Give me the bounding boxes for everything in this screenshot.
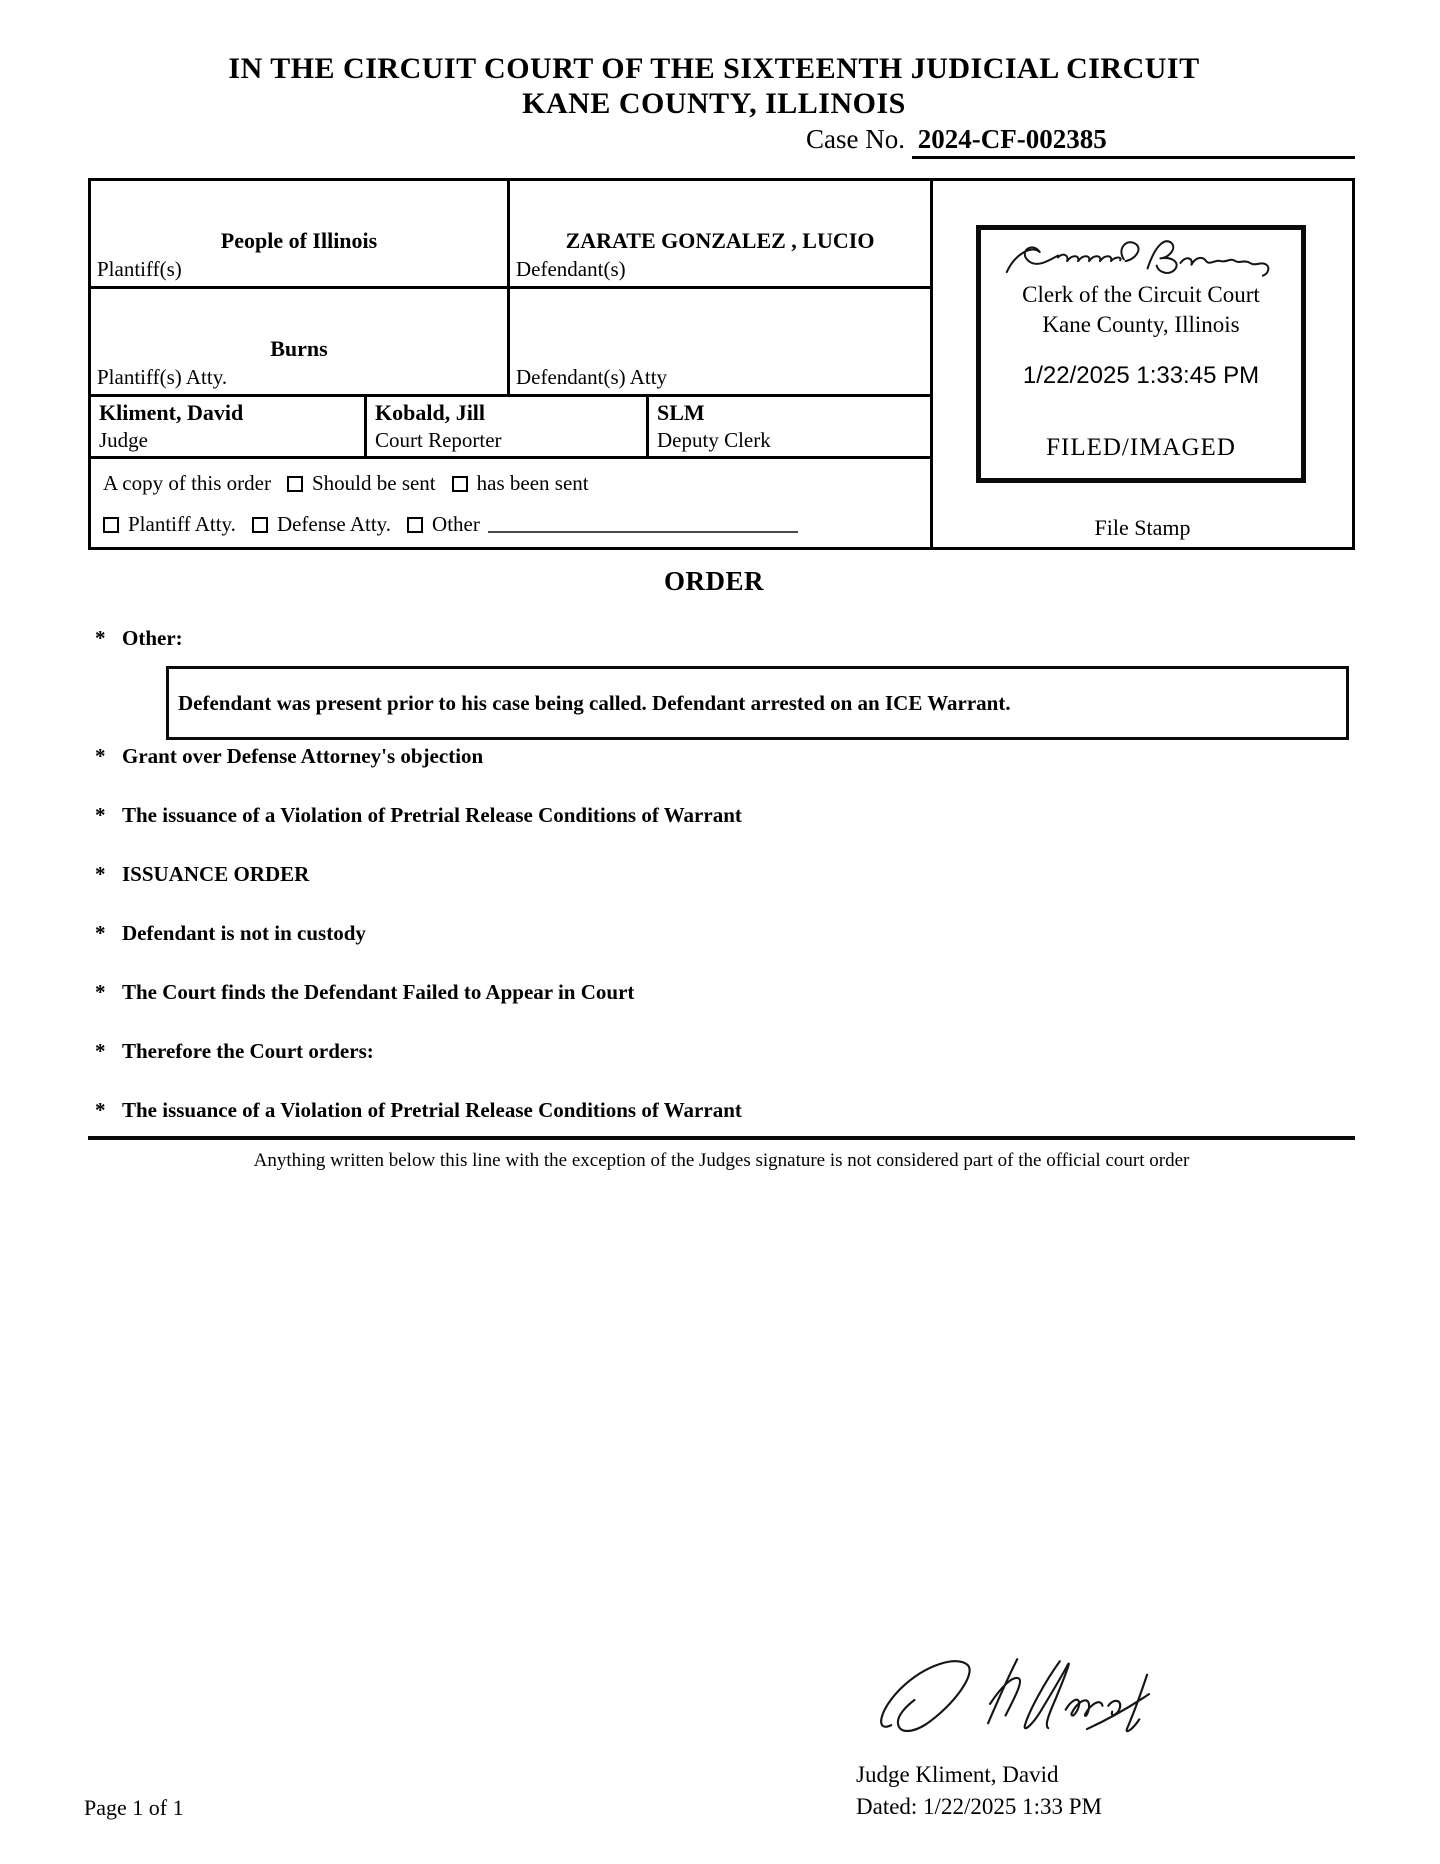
order-item-other: [95, 623, 183, 653]
defendant-cell: [510, 181, 930, 286]
copy-distribution-row: [91, 471, 930, 562]
bullet-asterisk: *: [95, 1098, 106, 1122]
party-row: [91, 181, 930, 289]
other-note-text: Defendant was present prior to his case being called. Defendant arrested on an ICE Warrant.: [178, 690, 1011, 715]
judge-name: Kliment, David: [99, 400, 244, 425]
other-note-box: [166, 666, 1349, 740]
deputy-clerk-name: SLM: [657, 400, 705, 425]
order-item: [95, 977, 634, 1007]
checkbox-should-be-sent[interactable]: [287, 476, 303, 492]
bullet-asterisk: *: [95, 626, 106, 650]
has-been-sent-label: has been sent: [476, 471, 589, 495]
order-item: [95, 800, 742, 830]
judge-label: Judge: [99, 428, 148, 452]
personnel-row: [91, 397, 930, 459]
page-number: Page 1 of 1: [84, 1795, 184, 1820]
stamp-county-line: Kane County, Illinois: [1042, 312, 1240, 337]
deputy-clerk-cell: [649, 397, 930, 456]
bullet-asterisk: *: [95, 980, 106, 1004]
bullet-asterisk: *: [95, 744, 106, 768]
case-number-line: [806, 124, 1355, 159]
case-number-value: 2024-CF-002385: [917, 124, 1107, 154]
other-recipient-blank-line[interactable]: [488, 517, 798, 533]
judge-cell: [91, 397, 367, 456]
plaintiff-name: People of Illinois: [220, 227, 378, 253]
order-heading: ORDER: [663, 566, 764, 596]
order-item-text: The issuance of a Violation of Pretrial Release Conditions of Warrant: [122, 803, 742, 827]
checkbox-plaintiff-atty[interactable]: [103, 517, 119, 533]
file-stamp-caption: File Stamp: [1094, 515, 1191, 540]
order-item-text: ISSUANCE ORDER: [122, 862, 310, 886]
checkbox-other[interactable]: [407, 517, 423, 533]
copy-sent-line: [103, 471, 930, 496]
court-reporter-cell: [367, 397, 649, 456]
checkbox-has-been-sent[interactable]: [452, 476, 468, 492]
order-item-text: Grant over Defense Attorney's objection: [122, 744, 484, 768]
bullet-asterisk: *: [95, 1039, 106, 1063]
file-stamp-box: [976, 225, 1306, 483]
order-item-text: Other:: [122, 626, 183, 650]
bullet-asterisk: *: [95, 803, 106, 827]
defendant-attorney-label: Defendant(s) Atty: [516, 365, 668, 389]
judge-signature-image: [858, 1636, 1188, 1762]
case-number-label: Case No.: [806, 124, 912, 154]
copy-prefix-text: A copy of this order: [103, 471, 271, 495]
stamp-datetime: 1/22/2025 1:33:45 PM: [1022, 362, 1260, 389]
court-reporter-label: Court Reporter: [375, 428, 502, 452]
order-item: [95, 918, 366, 948]
below-line-disclaimer: Anything written below this line with the exception of the Judges signature is not considered part of the official court order: [253, 1150, 1190, 1171]
party-table: [88, 178, 933, 550]
order-item-text: The issuance of a Violation of Pretrial Release Conditions of Warrant: [122, 1098, 742, 1122]
file-stamp-region: [933, 178, 1355, 550]
stamp-filed-status: FILED/IMAGED: [1046, 434, 1236, 461]
dated-line: Dated: 1/22/2025 1:33 PM: [856, 1794, 1102, 1819]
bullet-asterisk: *: [95, 921, 106, 945]
defendant-label: Defendant(s): [516, 257, 626, 281]
plaintiff-attorney-label: Plantiff(s) Atty.: [97, 365, 228, 389]
plaintiff-attorney-cell: [91, 289, 510, 394]
plaintiff-atty-option-label: Plantiff Atty.: [128, 512, 236, 536]
attorney-row: [91, 289, 930, 397]
deputy-clerk-label: Deputy Clerk: [657, 428, 771, 452]
court-reporter-name: Kobald, Jill: [375, 400, 486, 425]
judge-signature-name: Judge Kliment, David: [856, 1762, 1059, 1787]
should-be-sent-label: Should be sent: [311, 471, 436, 495]
court-title-line1: IN THE CIRCUIT COURT OF THE SIXTEENTH JUDICIAL CIRCUIT: [228, 52, 1200, 85]
stamp-clerk-line: Clerk of the Circuit Court: [1022, 282, 1260, 307]
defense-atty-option-label: Defense Atty.: [276, 512, 392, 536]
order-item-text: The Court finds the Defendant Failed to Appear in Court: [122, 980, 635, 1004]
order-item: [95, 1036, 374, 1066]
order-item-text: Therefore the Court orders:: [122, 1039, 374, 1063]
plaintiff-attorney-name: Burns: [270, 335, 328, 361]
plaintiff-label: Plantiff(s): [97, 257, 182, 281]
checkbox-defense-atty[interactable]: [252, 517, 268, 533]
court-title-line2: KANE COUNTY, ILLINOIS: [522, 87, 906, 120]
defendant-name: ZARATE GONZALEZ , LUCIO: [565, 227, 875, 253]
defendant-attorney-cell: [510, 289, 930, 394]
order-item: [95, 1095, 742, 1125]
case-number-field: [912, 124, 1355, 159]
order-item: [95, 741, 483, 771]
plaintiff-cell: [91, 181, 510, 286]
order-item-text: Defendant is not in custody: [122, 921, 366, 945]
signature-divider-line: [88, 1136, 1355, 1140]
order-item: [95, 859, 309, 889]
copy-recipients-line: [103, 512, 930, 537]
other-option-label: Other: [432, 512, 480, 536]
bullet-asterisk: *: [95, 862, 106, 886]
